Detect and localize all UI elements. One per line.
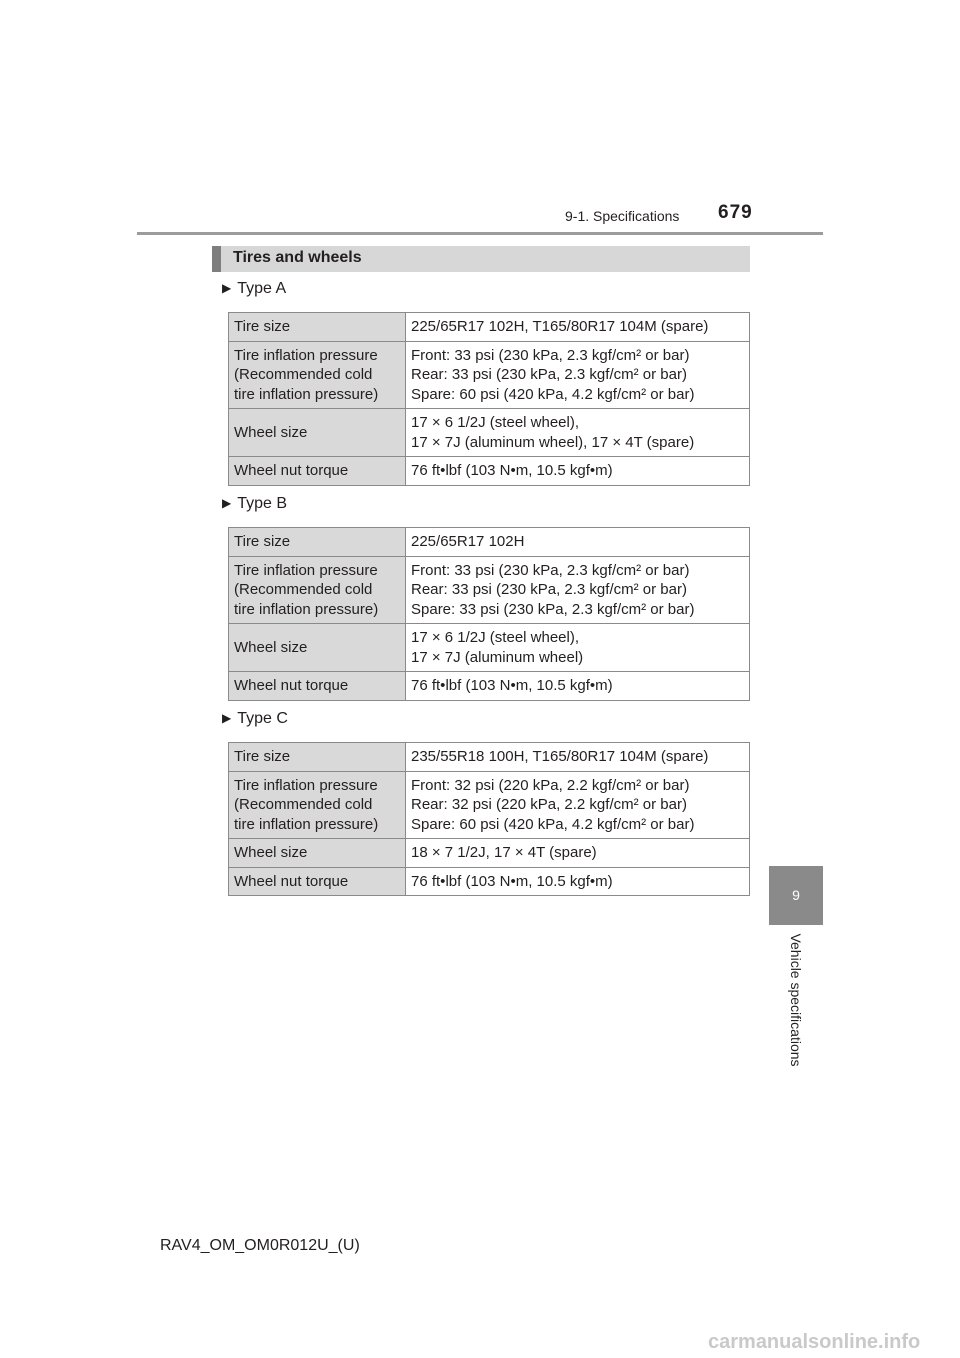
type-b-label xyxy=(222,495,287,513)
row-key: Wheel nut torque xyxy=(229,672,406,701)
table-row xyxy=(229,743,750,772)
chapter-label: Vehicle specifications xyxy=(788,933,804,1067)
value-line: 17 × 6 1/2J (steel wheel), xyxy=(411,414,580,431)
type-label-text: Type C xyxy=(237,710,288,727)
header-section-title: 9-1. Specifications xyxy=(565,208,680,224)
table-row xyxy=(229,341,750,409)
table-row xyxy=(229,313,750,342)
table-row xyxy=(229,528,750,557)
spec-table-type-b xyxy=(228,527,750,701)
value-line: 17 × 7J (aluminum wheel) xyxy=(411,648,584,666)
section-title: Tires and wheels xyxy=(233,249,362,266)
value-line: Spare: 33 psi (230 kPa, 2.3 kgf/cm² or bar) xyxy=(411,600,695,618)
row-value xyxy=(406,409,750,457)
type-a-label xyxy=(222,280,286,298)
row-key: Tire size xyxy=(229,313,406,342)
footer-doc-code: RAV4_OM_OM0R012U_(U) xyxy=(160,1237,360,1254)
row-key: Tire size xyxy=(229,528,406,557)
row-key: Wheel size xyxy=(229,409,406,457)
value-line: Front: 33 psi (230 kPa, 2.3 kgf/cm² or bar) xyxy=(411,561,690,579)
value-line: Front: 32 psi (220 kPa, 2.2 kgf/cm² or bar) xyxy=(411,776,690,794)
triangle-right-icon: ▶ xyxy=(222,281,232,295)
key-line: (Recommended cold xyxy=(234,796,373,813)
row-value: 225/65R17 102H xyxy=(406,528,750,557)
table-row xyxy=(229,409,750,457)
key-line: (Recommended cold xyxy=(234,366,373,383)
row-key: Wheel nut torque xyxy=(229,867,406,896)
type-label-text: Type A xyxy=(237,280,287,297)
value-line: Front: 33 psi (230 kPa, 2.3 kgf/cm² or bar) xyxy=(411,346,690,364)
table-row xyxy=(229,672,750,701)
row-key: Wheel size xyxy=(229,839,406,868)
row-key xyxy=(229,556,406,624)
table-row xyxy=(229,624,750,672)
watermark: carmanualsonline.info xyxy=(708,1331,921,1353)
key-line: tire inflation pressure) xyxy=(234,385,379,403)
key-line: (Recommended cold xyxy=(234,581,373,598)
chapter-tab: 9 xyxy=(769,866,823,925)
type-c-label xyxy=(222,710,288,728)
spec-table-type-c xyxy=(228,742,750,896)
value-line: Spare: 60 psi (420 kPa, 4.2 kgf/cm² or bar) xyxy=(411,815,695,833)
page-number: 679 xyxy=(718,202,753,223)
table-row xyxy=(229,839,750,868)
row-value: 235/55R18 100H, T165/80R17 104M (spare) xyxy=(406,743,750,772)
key-line: tire inflation pressure) xyxy=(234,815,379,833)
key-line: tire inflation pressure) xyxy=(234,600,379,618)
table-row xyxy=(229,556,750,624)
value-line: Rear: 33 psi (230 kPa, 2.3 kgf/cm² or bar) xyxy=(411,366,687,383)
row-value xyxy=(406,341,750,409)
spec-table-type-a xyxy=(228,312,750,486)
table-row xyxy=(229,457,750,486)
row-key xyxy=(229,341,406,409)
row-value xyxy=(406,624,750,672)
row-value: 76 ft•lbf (103 N•m, 10.5 kgf•m) xyxy=(406,867,750,896)
row-value: 18 × 7 1/2J, 17 × 4T (spare) xyxy=(406,839,750,868)
row-value xyxy=(406,771,750,839)
key-line: Tire inflation pressure xyxy=(234,561,378,579)
value-line: 17 × 6 1/2J (steel wheel), xyxy=(411,629,580,646)
row-value: 76 ft•lbf (103 N•m, 10.5 kgf•m) xyxy=(406,672,750,701)
triangle-right-icon: ▶ xyxy=(222,711,232,725)
row-value: 225/65R17 102H, T165/80R17 104M (spare) xyxy=(406,313,750,342)
row-key: Tire size xyxy=(229,743,406,772)
table-row xyxy=(229,771,750,839)
value-line: Rear: 32 psi (220 kPa, 2.2 kgf/cm² or bar) xyxy=(411,796,687,813)
value-line: 17 × 7J (aluminum wheel), 17 × 4T (spare) xyxy=(411,433,695,451)
triangle-right-icon: ▶ xyxy=(222,496,232,510)
section-header xyxy=(212,246,750,272)
row-key: Wheel size xyxy=(229,624,406,672)
row-value: 76 ft•lbf (103 N•m, 10.5 kgf•m) xyxy=(406,457,750,486)
key-line: Tire inflation pressure xyxy=(234,776,378,794)
value-line: Rear: 33 psi (230 kPa, 2.3 kgf/cm² or bar) xyxy=(411,581,687,598)
row-key xyxy=(229,771,406,839)
row-key: Wheel nut torque xyxy=(229,457,406,486)
value-line: Spare: 60 psi (420 kPa, 4.2 kgf/cm² or bar) xyxy=(411,385,695,403)
key-line: Tire inflation pressure xyxy=(234,346,378,364)
row-value xyxy=(406,556,750,624)
table-row xyxy=(229,867,750,896)
header-rule xyxy=(137,232,823,235)
type-label-text: Type B xyxy=(237,495,288,512)
